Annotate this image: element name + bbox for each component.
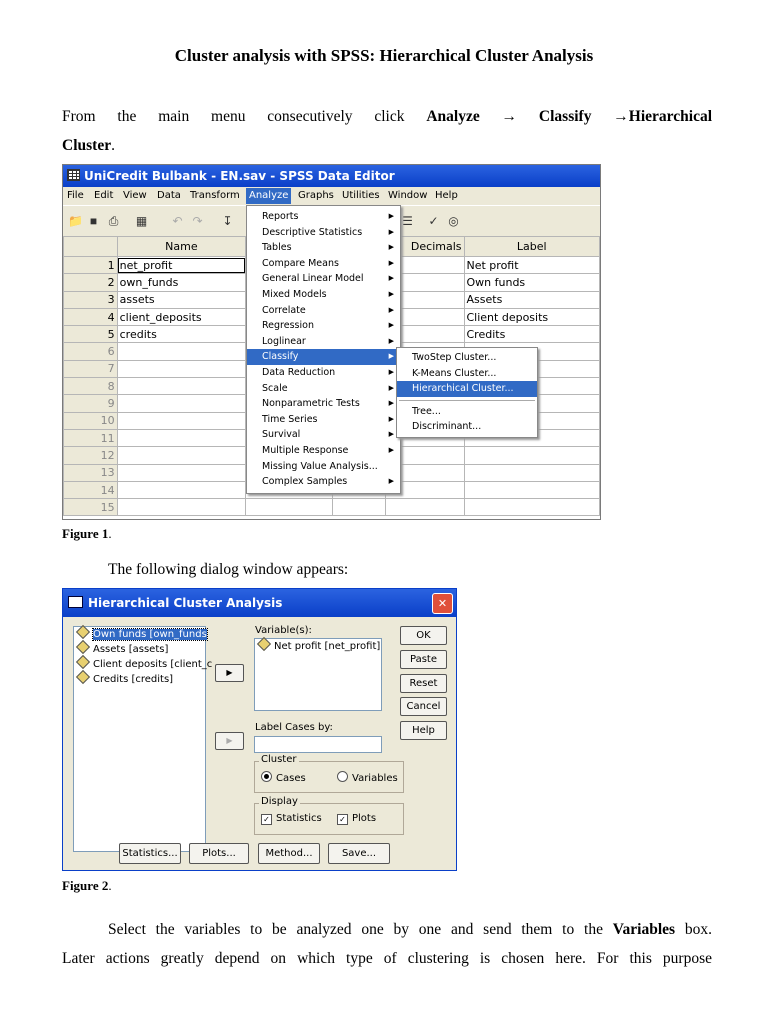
- analyze-menu-item[interactable]: [247, 365, 400, 381]
- analyze-menu-item[interactable]: [247, 427, 400, 443]
- analyze-menu-item-label: Tables: [262, 242, 292, 254]
- scale-variable-icon: [76, 670, 90, 684]
- analyze-menu-item[interactable]: [247, 287, 400, 303]
- analyze-menu-item[interactable]: [247, 240, 400, 256]
- label-cell[interactable]: Net profit: [464, 257, 600, 274]
- intro-period: .: [111, 137, 115, 154]
- analyze-menu-item-label: Correlate: [262, 304, 306, 316]
- menu-data[interactable]: Data: [157, 190, 181, 201]
- analyze-menu-item-label: General Linear Model: [262, 273, 364, 285]
- undo-icon[interactable]: ↶: [172, 214, 183, 228]
- intro-cluster: Cluster: [62, 137, 112, 154]
- row-number[interactable]: 15: [64, 499, 118, 516]
- scale-variable-icon: [76, 640, 90, 654]
- checkbox-plots[interactable]: [337, 813, 376, 825]
- spss-app-icon: [67, 169, 80, 181]
- classify-menu-item[interactable]: TwoStep Cluster...: [412, 352, 497, 363]
- submenu-arrow-icon: ▶: [388, 430, 394, 439]
- analyze-menu-item[interactable]: [247, 443, 400, 459]
- classify-submenu: [396, 347, 538, 438]
- label-cell[interactable]: [464, 447, 600, 464]
- spss-window-title: UniCredit Bulbank - EN.sav - SPSS Data Editor: [84, 169, 395, 183]
- submenu-arrow-icon: ▶: [388, 414, 394, 423]
- menu-analyze[interactable]: Analyze: [246, 188, 291, 204]
- menu-separator: [399, 400, 535, 401]
- value-labels-icon[interactable]: ✓: [428, 214, 439, 228]
- width-cell[interactable]: [333, 499, 385, 516]
- analyze-menu-item[interactable]: [247, 474, 400, 490]
- variable-name-cell[interactable]: credits: [117, 326, 246, 343]
- analyze-menu-item-label: Scale: [262, 382, 288, 394]
- analyze-menu-item-label: Loglinear: [262, 335, 306, 347]
- analyze-menu-item[interactable]: [247, 271, 400, 287]
- reset-button[interactable]: Reset: [400, 674, 447, 693]
- variable-name-cell[interactable]: [117, 412, 246, 429]
- intro-hierarchical: Hierarchical: [628, 108, 713, 125]
- variable-name-cell[interactable]: [117, 378, 246, 395]
- row-number[interactable]: 12: [64, 447, 118, 464]
- figure-2-caption: [62, 878, 112, 894]
- variable-list-item[interactable]: [255, 639, 381, 654]
- row-number[interactable]: 8: [64, 378, 118, 395]
- label-cell[interactable]: [464, 481, 600, 498]
- variable-name-cell[interactable]: [117, 447, 246, 464]
- submenu-arrow-icon: ▶: [388, 243, 394, 252]
- open-folder-icon[interactable]: 📁: [68, 214, 83, 228]
- cancel-button[interactable]: Cancel: [400, 697, 447, 716]
- variable-list-item-label: Assets [assets]: [93, 644, 169, 655]
- move-to-variables-button[interactable]: ▶: [215, 664, 244, 682]
- variable-name-cell[interactable]: [117, 360, 246, 377]
- hierarchical-cluster-dialog: [62, 588, 457, 871]
- analyze-menu-item[interactable]: [247, 256, 400, 272]
- select-cases-icon[interactable]: ☰: [402, 214, 413, 228]
- variable-name-cell[interactable]: [117, 395, 246, 412]
- submenu-arrow-icon: ▶: [388, 367, 394, 376]
- checkbox-plots-label: Plots: [352, 813, 377, 824]
- help-button[interactable]: Help: [400, 721, 447, 740]
- submenu-arrow-icon: ▶: [388, 258, 394, 267]
- classify-menu-item[interactable]: K-Means Cluster...: [412, 367, 497, 379]
- column-header-name[interactable]: Name: [117, 237, 246, 257]
- analyze-menu-item[interactable]: [247, 396, 400, 412]
- menu-file[interactable]: File: [67, 190, 84, 201]
- select-paragraph: [62, 915, 712, 944]
- analyze-menu-item[interactable]: [247, 459, 400, 475]
- move-to-label-cases-button[interactable]: ▶: [215, 732, 244, 750]
- submenu-arrow-icon: ▶: [388, 383, 394, 392]
- select-text: Select the variables to be analyzed one by one and send them to the: [108, 921, 613, 938]
- variable-list-item-label: Net profit [net_profit]: [274, 641, 381, 652]
- radio-variables[interactable]: [337, 771, 398, 784]
- analyze-menu-item[interactable]: [247, 225, 400, 241]
- save-icon[interactable]: ■: [89, 214, 98, 228]
- label-cases-field[interactable]: [254, 736, 382, 753]
- submenu-arrow-icon: ▶: [388, 274, 394, 283]
- row-number[interactable]: 4: [64, 308, 118, 325]
- column-header-decimals[interactable]: Decimals: [385, 237, 464, 257]
- row-number[interactable]: 11: [64, 429, 118, 446]
- label-cell[interactable]: Assets: [464, 291, 600, 308]
- variable-name-cell[interactable]: [117, 464, 246, 481]
- close-icon[interactable]: ✕: [432, 593, 453, 614]
- analyze-menu-item[interactable]: [247, 209, 400, 225]
- variables-label: Variable(s):: [255, 625, 312, 636]
- radio-variables-indicator[interactable]: [337, 771, 348, 782]
- submenu-arrow-icon: ▶: [388, 212, 394, 220]
- analyze-menu-item[interactable]: [247, 381, 400, 397]
- submenu-arrow-icon: ▶: [388, 336, 394, 345]
- spss-menu-bar: [63, 187, 600, 205]
- decimals-cell[interactable]: [385, 499, 464, 516]
- dialog-title: Hierarchical Cluster Analysis: [88, 596, 283, 610]
- analyze-menu-item-label: Missing Value Analysis...: [262, 460, 378, 472]
- label-cell[interactable]: [464, 499, 600, 516]
- submenu-arrow-icon: ▶: [388, 352, 394, 361]
- analyze-menu-item-label: Regression: [262, 320, 314, 332]
- type-cell[interactable]: [246, 499, 333, 516]
- variable-list-item-label: Credits [credits]: [93, 674, 174, 685]
- submenu-arrow-icon: ▶: [388, 399, 394, 408]
- dialog-window-icon: [68, 596, 83, 608]
- intro-text: From the main menu consecutively click: [62, 108, 427, 125]
- submenu-arrow-icon: ▶: [388, 305, 394, 314]
- label-cell[interactable]: Credits: [464, 326, 600, 343]
- scale-variable-icon: [257, 637, 271, 651]
- variable-list-item-label: Own funds [own_funds: [93, 629, 207, 640]
- later-paragraph: Later actions greatly depend on which type of clustering is chosen here. For this purpose: [62, 950, 712, 967]
- variable-name-cell[interactable]: [117, 481, 246, 498]
- submenu-arrow-icon: ▶: [388, 445, 394, 454]
- analyze-menu-item[interactable]: [247, 318, 400, 334]
- menu-window[interactable]: Window: [388, 190, 428, 201]
- variable-name-cell[interactable]: client_deposits: [117, 308, 246, 325]
- menu-view[interactable]: View: [123, 190, 147, 201]
- analyze-menu-item-label: Classify: [262, 351, 299, 363]
- intro-paragraph: [62, 102, 712, 131]
- cluster-group-label: Cluster: [261, 754, 297, 765]
- analyze-menu-item-label: Data Reduction: [262, 366, 336, 378]
- variable-list-item[interactable]: [74, 642, 205, 657]
- analyze-menu-item-label: Complex Samples: [262, 476, 348, 488]
- row-number[interactable]: 13: [64, 464, 118, 481]
- variables-list[interactable]: [254, 638, 382, 711]
- analyze-menu-item-label: Time Series: [262, 413, 318, 425]
- variable-name-cell[interactable]: assets: [117, 291, 246, 308]
- variable-name-cell[interactable]: [117, 343, 246, 360]
- analyze-menu-item-label: Descriptive Statistics: [262, 226, 363, 238]
- radio-variables-label: Variables: [352, 773, 398, 784]
- statistics-button[interactable]: Statistics...: [119, 843, 181, 864]
- submenu-arrow-icon: ▶: [388, 321, 394, 330]
- select-variables-bold: Variables: [612, 921, 676, 938]
- analyze-menu-item[interactable]: [247, 303, 400, 319]
- radio-cases-label: Cases: [276, 773, 306, 784]
- method-button[interactable]: Method...: [258, 843, 320, 864]
- row-number-header: [64, 237, 118, 257]
- classify-menu-item[interactable]: Tree...: [412, 405, 441, 417]
- label-cell[interactable]: Client deposits: [464, 308, 600, 325]
- plots-button[interactable]: Plots...: [189, 843, 249, 864]
- menu-utilities[interactable]: Utilities: [342, 190, 380, 201]
- spss-data-editor-window: [62, 164, 601, 520]
- analyze-menu-item[interactable]: [247, 334, 400, 350]
- row-number[interactable]: 5: [64, 326, 118, 343]
- classify-menu-item[interactable]: Discriminant...: [412, 421, 482, 433]
- spss-title-bar: [63, 165, 600, 187]
- intro-analyze: Analyze: [426, 108, 480, 125]
- menu-transform[interactable]: Transform: [190, 190, 240, 201]
- radio-cases-indicator[interactable]: [261, 771, 272, 782]
- figure-1-caption: [62, 526, 112, 542]
- figure-1-label: Figure 1: [62, 526, 109, 541]
- print-icon[interactable]: ⎙: [108, 214, 119, 228]
- intro-arrow-1: →: [479, 108, 539, 125]
- intro-paragraph-end: [62, 131, 115, 160]
- menu-graphs[interactable]: Graphs: [298, 190, 334, 201]
- grid-row: [64, 499, 600, 516]
- intro-arrow-2: →: [591, 108, 629, 125]
- submenu-arrow-icon: ▶: [388, 227, 394, 236]
- variable-name-cell[interactable]: [117, 499, 246, 516]
- analyze-menu-item-label: Multiple Response: [262, 444, 349, 456]
- row-number[interactable]: 14: [64, 481, 118, 498]
- variable-name-cell[interactable]: [117, 429, 246, 446]
- label-cell[interactable]: Own funds: [464, 274, 600, 291]
- variable-list-item[interactable]: [74, 627, 205, 642]
- figure-2-dot: .: [108, 878, 112, 893]
- checkbox-statistics-label: Statistics: [276, 813, 322, 824]
- row-number[interactable]: 1: [64, 257, 118, 274]
- row-number[interactable]: 6: [64, 343, 118, 360]
- row-number[interactable]: 3: [64, 291, 118, 308]
- dialog-title-bar: [63, 589, 456, 617]
- checkbox-statistics-box[interactable]: ✓: [261, 814, 272, 825]
- analyze-menu-item-label: Reports: [262, 211, 299, 222]
- row-number[interactable]: 9: [64, 395, 118, 412]
- analyze-menu-item[interactable]: [247, 412, 400, 428]
- checkbox-plots-box[interactable]: ✓: [337, 814, 348, 825]
- redo-icon[interactable]: ↷: [192, 214, 203, 228]
- figure-1-dot: .: [108, 526, 112, 541]
- menu-help[interactable]: Help: [435, 190, 458, 201]
- variable-name-cell[interactable]: net_profit: [117, 257, 246, 274]
- ok-button[interactable]: OK: [400, 626, 447, 645]
- analyze-menu-item-label: Mixed Models: [262, 288, 327, 300]
- submenu-arrow-icon: ▶: [388, 289, 394, 298]
- row-number[interactable]: 2: [64, 274, 118, 291]
- source-variable-list[interactable]: [73, 626, 213, 852]
- dialog-recall-icon[interactable]: ▦: [135, 214, 148, 228]
- save-button[interactable]: Save...: [328, 843, 390, 864]
- radio-cases[interactable]: [261, 771, 306, 784]
- goto-case-icon[interactable]: ↧: [222, 214, 233, 228]
- select-text-end: box.: [675, 921, 712, 938]
- label-cell[interactable]: [464, 464, 600, 481]
- checkbox-statistics[interactable]: [261, 813, 322, 825]
- variable-name-cell[interactable]: own_funds: [117, 274, 246, 291]
- classify-menu-item[interactable]: Hierarchical Cluster...: [397, 381, 537, 397]
- analyze-menu-item[interactable]: [247, 349, 400, 365]
- variable-list-item-label: Client deposits [client_c: [93, 659, 213, 670]
- row-number[interactable]: 10: [64, 412, 118, 429]
- analyze-menu-item-label: Nonparametric Tests: [262, 398, 360, 410]
- analyze-menu: [246, 205, 401, 494]
- dialog-intro-text: The following dialog window appears:: [108, 561, 349, 578]
- variable-list-item[interactable]: [74, 657, 213, 672]
- submenu-arrow-icon: ▶: [388, 477, 394, 486]
- paste-button[interactable]: Paste: [400, 650, 447, 669]
- display-group-label: Display: [261, 796, 298, 807]
- document-title: Cluster analysis with SPSS: Hierarchical Cluster Analysis: [174, 46, 594, 65]
- scale-variable-icon: [76, 655, 90, 669]
- column-header-label[interactable]: Label: [464, 237, 600, 257]
- label-cases-label: Label Cases by:: [255, 722, 333, 733]
- analyze-menu-item-label: Survival: [262, 429, 301, 441]
- menu-edit[interactable]: Edit: [94, 190, 114, 201]
- scale-variable-icon: [76, 625, 90, 639]
- analyze-menu-item-label: Compare Means: [262, 257, 339, 269]
- use-sets-icon[interactable]: ◎: [448, 214, 459, 228]
- intro-classify: Classify: [538, 108, 592, 125]
- variable-list-item[interactable]: [74, 672, 205, 687]
- figure-2-label: Figure 2: [62, 878, 109, 893]
- row-number[interactable]: 7: [64, 360, 118, 377]
